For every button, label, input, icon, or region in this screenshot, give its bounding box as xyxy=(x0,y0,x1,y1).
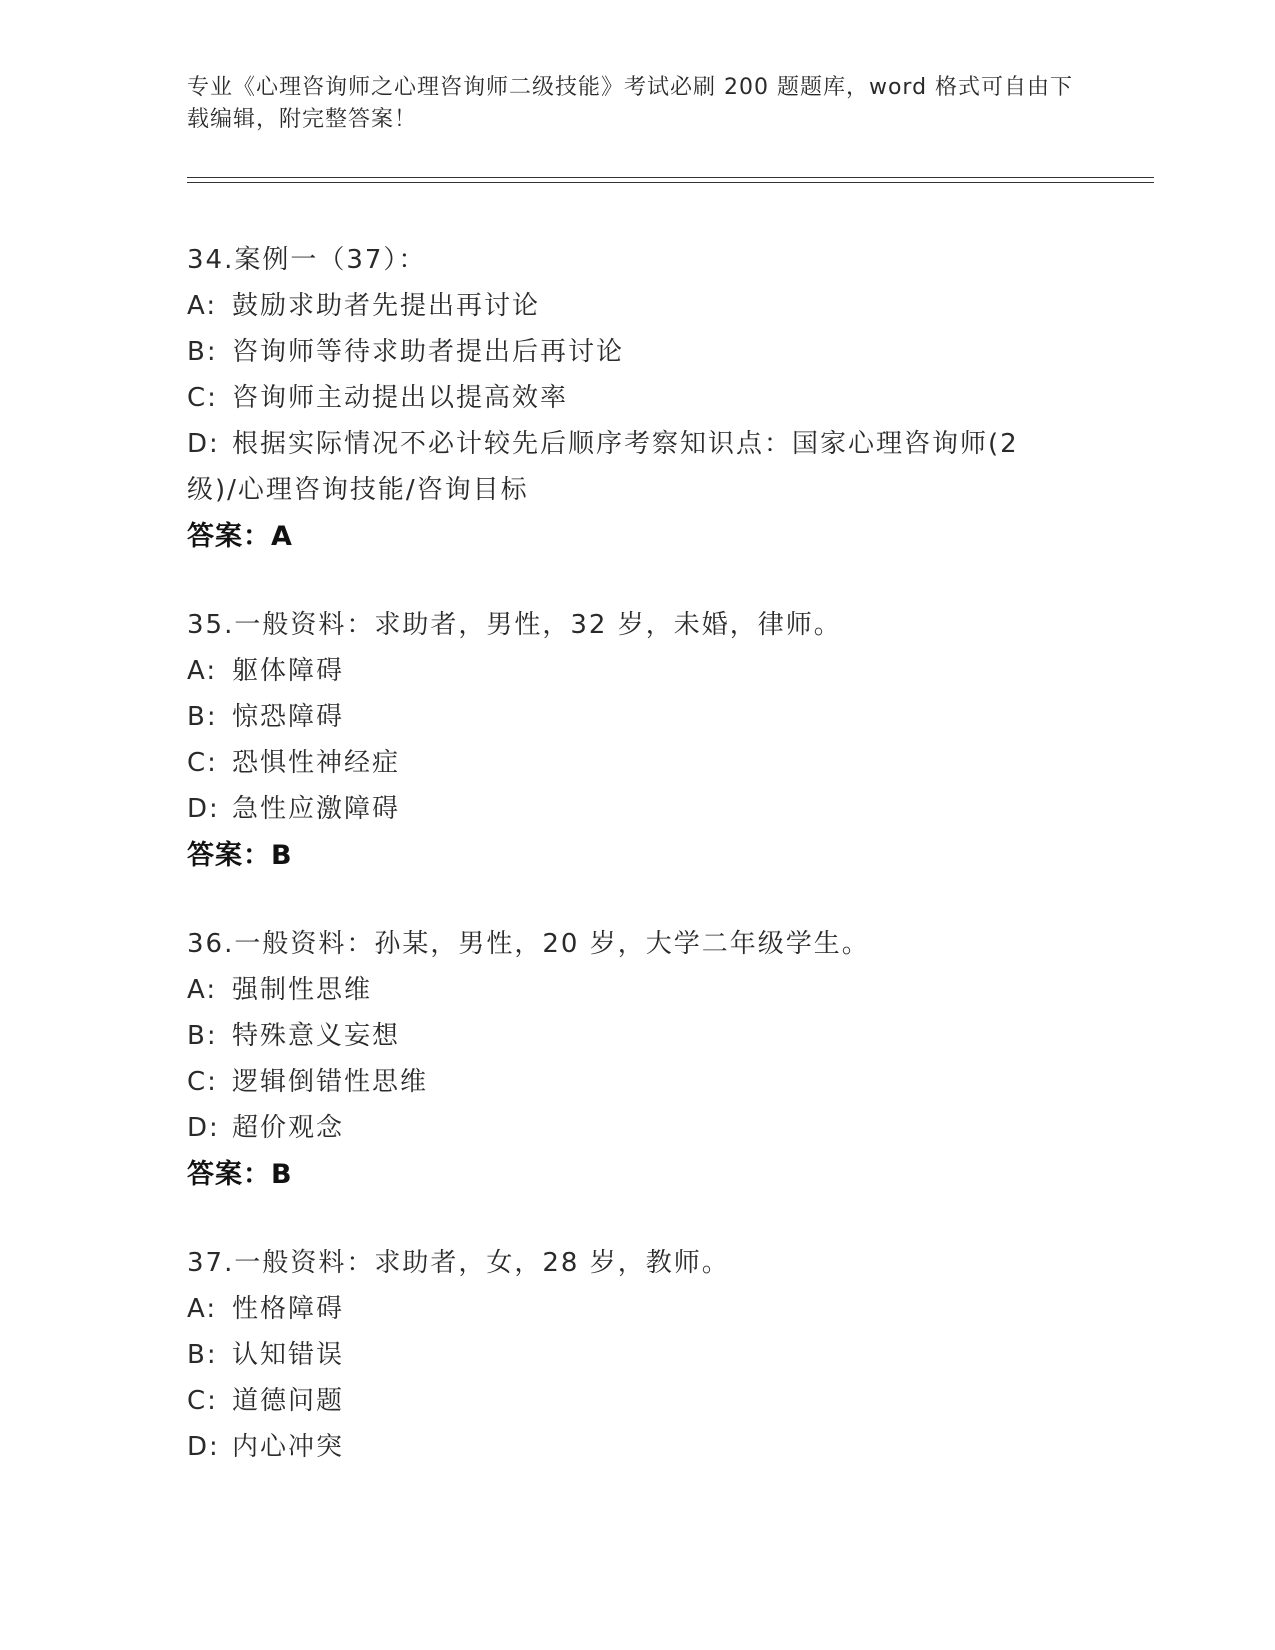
option-b xyxy=(187,694,1087,740)
answer-label: 答案：B xyxy=(187,1159,293,1190)
option-letter: D: xyxy=(187,429,220,459)
option-text: 道德问题 xyxy=(232,1386,345,1416)
option-text: 根据实际情况不必计较先后顺序考察知识点：国家心理咨询师(2 级)/心理咨询技能/咨询目标 xyxy=(187,429,1019,505)
option-b xyxy=(187,1013,1087,1059)
option-letter: B: xyxy=(187,1340,218,1370)
option-a xyxy=(187,648,1087,694)
option-letter: B: xyxy=(187,1021,218,1051)
option-letter: A: xyxy=(187,975,218,1005)
option-text: 咨询师等待求助者提出后再讨论 xyxy=(232,337,625,367)
option-d xyxy=(187,1105,1087,1151)
option-text: 躯体障碍 xyxy=(232,656,345,686)
option-letter: B: xyxy=(187,702,218,732)
option-letter: D: xyxy=(187,794,220,824)
option-d xyxy=(187,421,1067,513)
option-text: 逻辑倒错性思维 xyxy=(232,1067,429,1097)
option-letter: B: xyxy=(187,337,218,367)
question-34 xyxy=(187,237,1087,560)
option-letter: C: xyxy=(187,748,218,778)
option-letter: D: xyxy=(187,1113,220,1143)
option-text: 鼓励求助者先提出再讨论 xyxy=(232,291,541,321)
option-text: 咨询师主动提出以提高效率 xyxy=(232,383,569,413)
option-text: 内心冲突 xyxy=(232,1432,345,1462)
option-text: 惊恐障碍 xyxy=(232,702,345,732)
option-text: 超价观念 xyxy=(232,1113,345,1143)
option-c xyxy=(187,1378,1087,1424)
question-list xyxy=(187,237,1087,1512)
answer-label: 答案：A xyxy=(187,521,293,552)
question-37 xyxy=(187,1240,1087,1470)
option-letter: A: xyxy=(187,656,218,686)
option-letter: A: xyxy=(187,291,218,321)
option-letter: D: xyxy=(187,1432,220,1462)
option-a xyxy=(187,967,1087,1013)
option-b xyxy=(187,1332,1087,1378)
option-text: 认知错误 xyxy=(232,1340,345,1370)
option-text: 急性应激障碍 xyxy=(232,794,401,824)
option-d xyxy=(187,786,1087,832)
option-d xyxy=(187,1424,1087,1470)
option-a xyxy=(187,1286,1087,1332)
header-divider-top xyxy=(187,177,1154,178)
option-letter: C: xyxy=(187,383,218,413)
question-stem: 34.案例一（37）： xyxy=(187,245,427,275)
option-text: 恐惧性神经症 xyxy=(232,748,401,778)
question-36 xyxy=(187,921,1087,1198)
option-c xyxy=(187,1059,1087,1105)
option-a xyxy=(187,283,1087,329)
document-intro: 专业《心理咨询师之心理咨询师二级技能》考试必刷 200 题题库，word 格式可自由下载编辑，附完整答案！ xyxy=(187,75,1074,132)
option-letter: A: xyxy=(187,1294,218,1324)
option-text: 强制性思维 xyxy=(232,975,373,1005)
header-divider-bottom xyxy=(187,182,1154,183)
option-c xyxy=(187,740,1087,786)
option-b xyxy=(187,329,1087,375)
question-stem: 35.一般资料：求助者，男性，32 岁，未婚，律师。 xyxy=(187,610,842,640)
question-stem: 36.一般资料：孙某，男性，20 岁，大学二年级学生。 xyxy=(187,929,870,959)
option-letter: C: xyxy=(187,1067,218,1097)
option-letter: C: xyxy=(187,1386,218,1416)
question-stem: 37.一般资料：求助者，女，28 岁，教师。 xyxy=(187,1248,730,1278)
option-text: 特殊意义妄想 xyxy=(232,1021,401,1051)
option-c xyxy=(187,375,1087,421)
answer-label: 答案：B xyxy=(187,840,293,871)
question-35 xyxy=(187,602,1087,879)
option-text: 性格障碍 xyxy=(232,1294,345,1324)
